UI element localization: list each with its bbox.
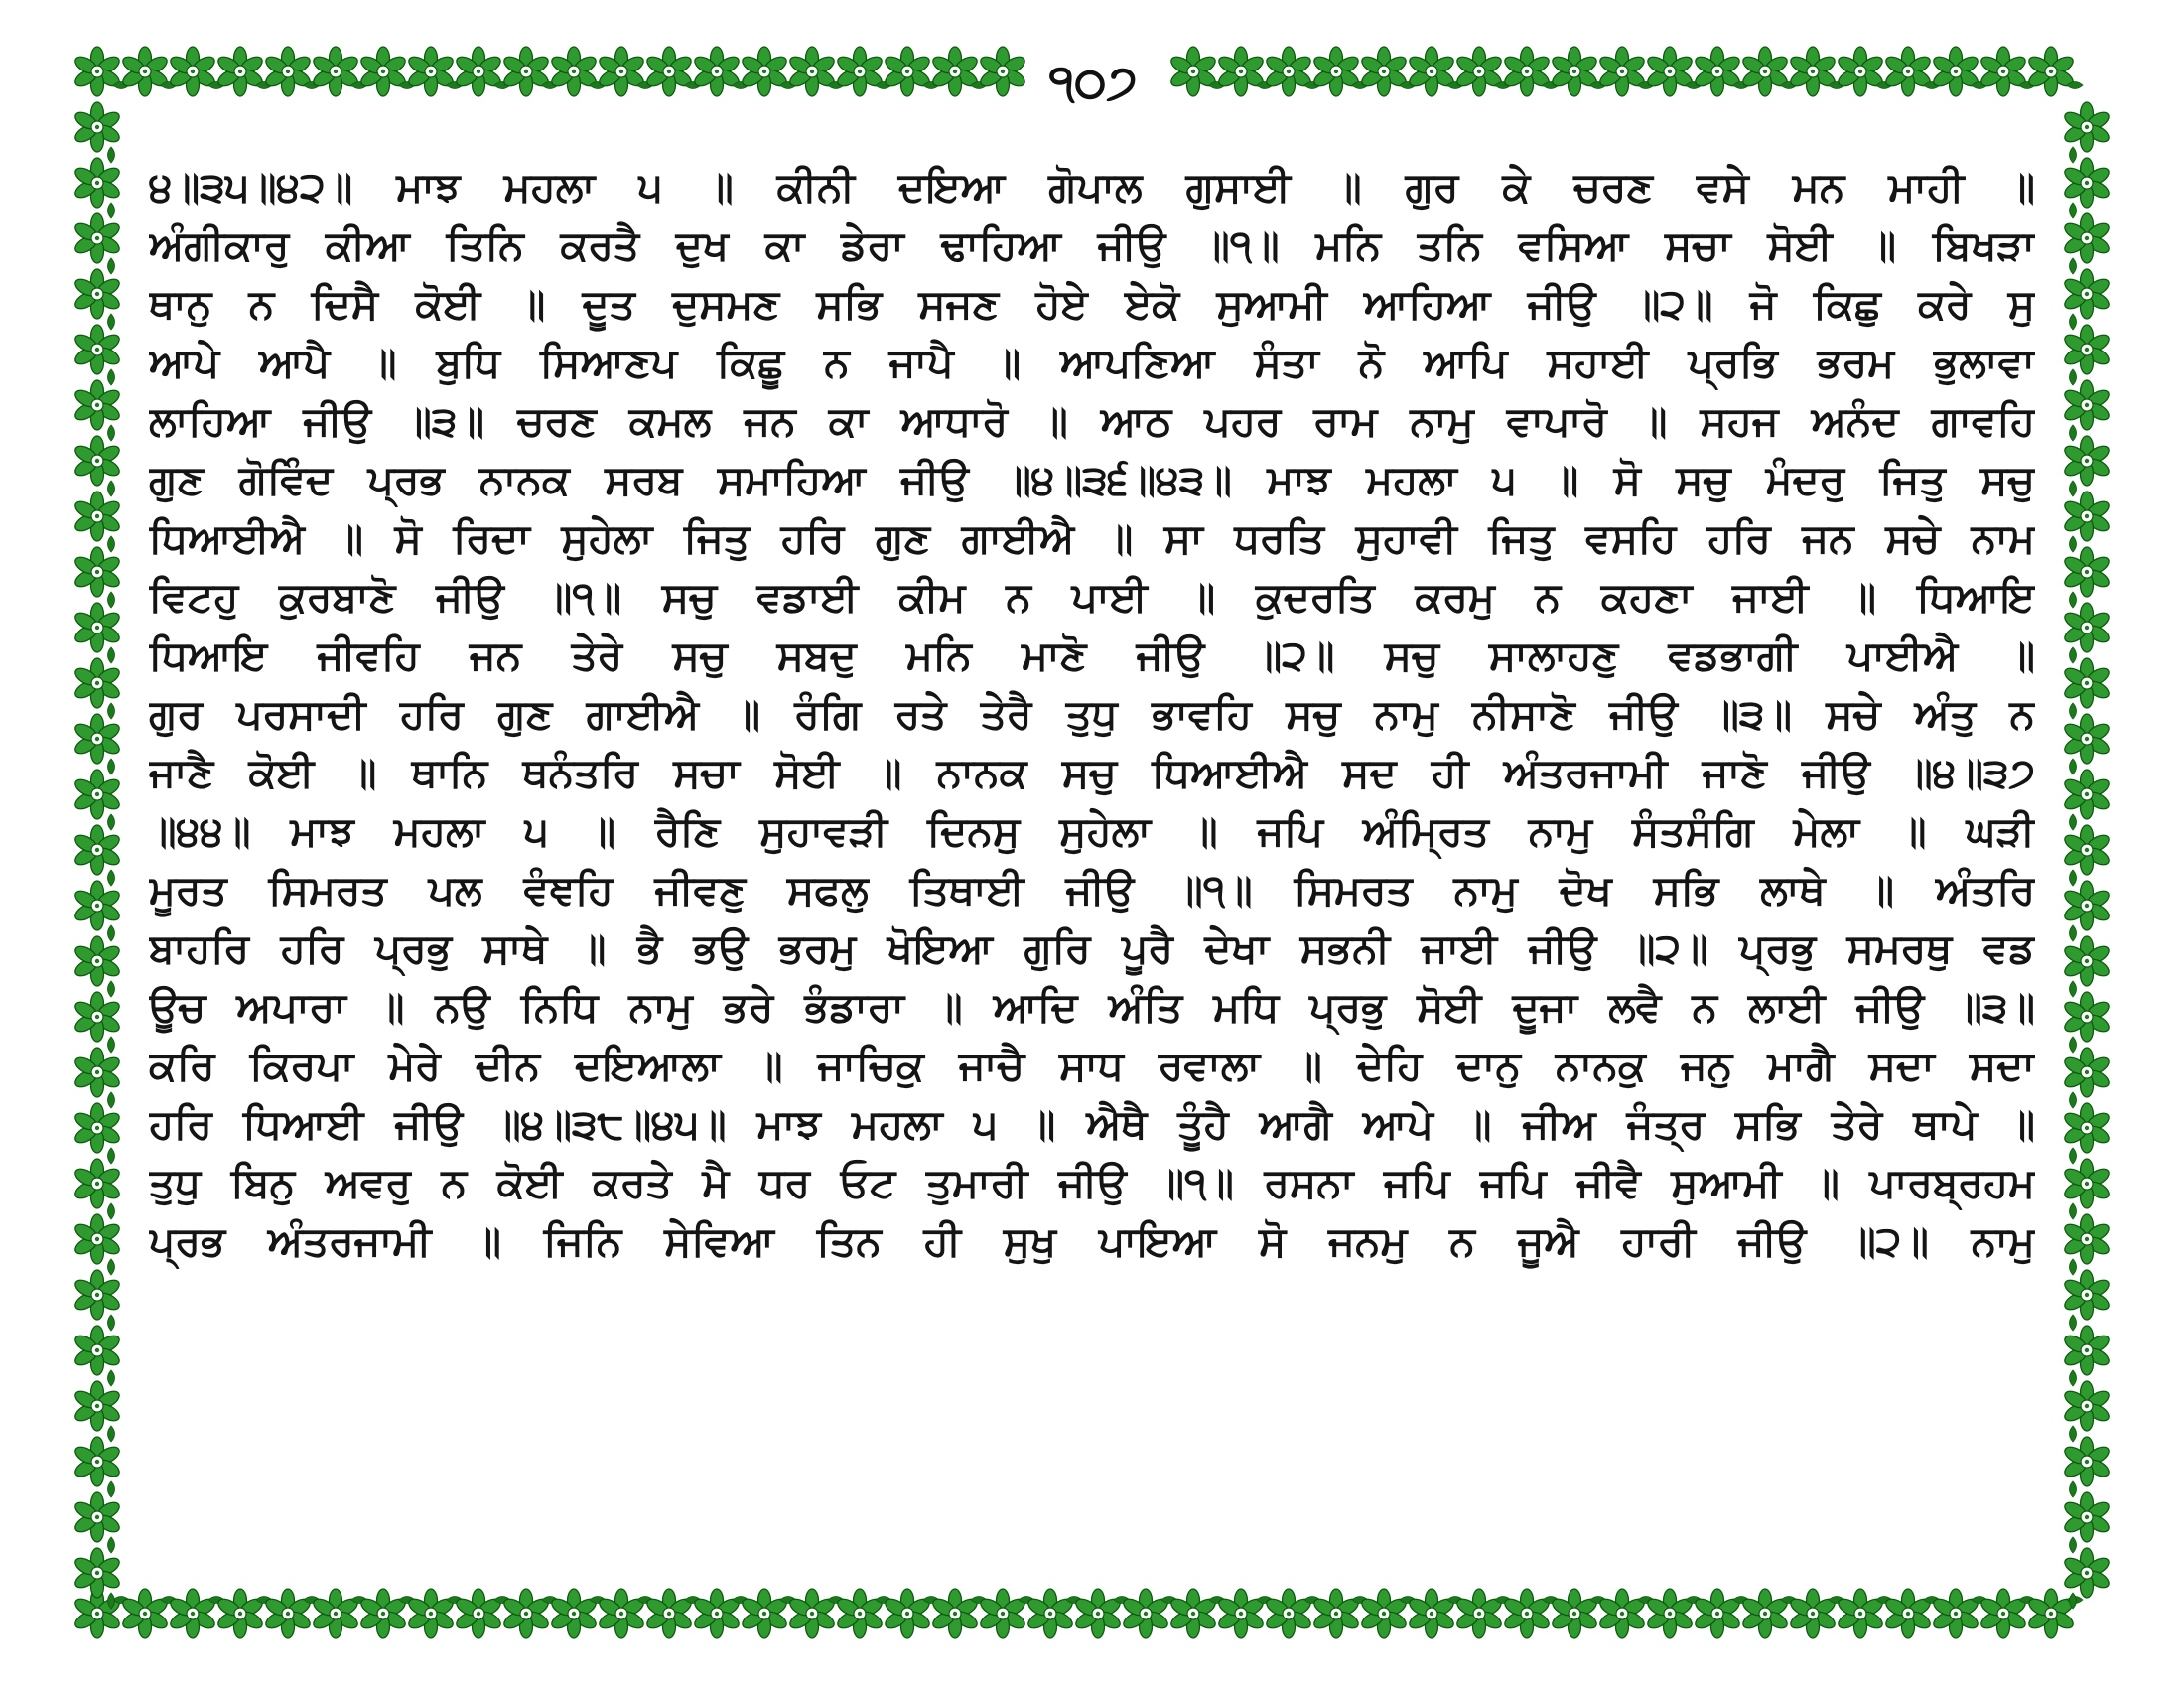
flower-ornament-icon bbox=[2062, 1326, 2112, 1375]
flower-ornament-icon bbox=[72, 1159, 122, 1208]
flower-ornament-icon bbox=[740, 47, 789, 96]
flower-ornament-icon bbox=[883, 47, 932, 96]
text-line: ਧਿਆਇ ਜੀਵਹਿ ਜਨ ਤੇਰੇ ਸਚੁ ਸਬਦੁ ਮਨਿ ਮਾਣੋ ਜੀਉ ॥੨॥ ਸਚੁ ਸਾਲਾਹਣੁ ਵਡਭਾਗੀ ਪਾਈਐ ॥ bbox=[149, 632, 2035, 679]
leaf-ornament-icon bbox=[108, 1315, 115, 1331]
scripture-text bbox=[149, 159, 2035, 1534]
leaf-ornament-icon bbox=[108, 203, 115, 218]
flower-ornament-icon bbox=[787, 47, 837, 96]
flower-ornament-icon bbox=[1597, 1589, 1647, 1638]
flower-ornament-icon bbox=[454, 47, 503, 96]
leaf-ornament-icon bbox=[108, 314, 115, 330]
leaf-ornament-icon bbox=[2070, 1370, 2077, 1386]
leaf-ornament-icon bbox=[108, 925, 115, 941]
flower-ornament-icon bbox=[978, 1589, 1027, 1638]
leaf-ornament-icon bbox=[108, 870, 115, 886]
leaf-ornament-icon bbox=[108, 258, 115, 274]
flower-ornament-icon bbox=[644, 1589, 694, 1638]
flower-ornament-icon bbox=[1550, 1589, 1599, 1638]
leaf-ornament-icon bbox=[2070, 703, 2077, 719]
text-line: ਆਪੇ ਆਪੈ ॥ ਬੁਧਿ ਸਿਆਣਪ ਕਿਛੂ ਨ ਜਾਪੈ ॥ ਆਪਣਿਆ ਸੰਤਾ ਨੋ ਆਪਿ ਸਹਾਈ ਪ੍ਰਭਿ ਭਰਮ ਭੁਲਾਵਾ bbox=[149, 339, 2035, 386]
text-line: ਧਿਆਈਐ ॥ ਸੋ ਰਿਦਾ ਸੁਹੇਲਾ ਜਿਤੁ ਹਰਿ ਗੁਣ ਗਾਈਐ ॥ ਸਾ ਧਰਤਿ ਸੁਹਾਵੀ ਜਿਤੁ ਵਸਹਿ ਹਰਿ ਜਨ ਸਚੇ ਨਾਮ bbox=[149, 514, 2035, 562]
flower-ornament-icon bbox=[72, 1270, 122, 1320]
flower-ornament-icon bbox=[2062, 714, 2112, 764]
flower-ornament-icon bbox=[692, 1589, 742, 1638]
flower-ornament-icon bbox=[72, 881, 122, 930]
flower-ornament-icon bbox=[72, 714, 122, 764]
flower-ornament-icon bbox=[215, 47, 265, 96]
flower-ornament-icon bbox=[692, 47, 742, 96]
flower-ornament-icon bbox=[1645, 1589, 1695, 1638]
flower-ornament-icon bbox=[2062, 1492, 2112, 1542]
leaf-ornament-icon bbox=[108, 981, 115, 997]
text-line: ਅੰਗੀਕਾਰੁ ਕੀਆ ਤਿਨਿ ਕਰਤੈ ਦੁਖ ਕਾ ਡੇਰਾ ਢਾਹਿਆ ਜੀਉ ॥੧॥ ਮਨਿ ਤਨਿ ਵਸਿਆ ਸਚਾ ਸੋਈ ॥ ਬਿਖੜਾ bbox=[149, 221, 2035, 269]
flower-ornament-icon bbox=[2062, 881, 2112, 930]
flower-ornament-icon bbox=[1836, 47, 1885, 96]
flower-ornament-icon bbox=[835, 47, 885, 96]
flower-ornament-icon bbox=[1359, 1589, 1409, 1638]
leaf-ornament-icon bbox=[2070, 814, 2077, 830]
leaf-ornament-icon bbox=[2070, 481, 2077, 496]
flower-ornament-icon bbox=[2026, 47, 2076, 96]
flower-ornament-icon bbox=[787, 1589, 837, 1638]
leaf-ornament-icon bbox=[2070, 1148, 2077, 1164]
flower-ornament-icon bbox=[1883, 47, 1933, 96]
flower-ornament-icon bbox=[1550, 47, 1599, 96]
flower-ornament-icon bbox=[72, 102, 122, 152]
flower-ornament-icon bbox=[1788, 1589, 1838, 1638]
flower-ornament-icon bbox=[72, 825, 122, 875]
text-line: ਜਾਣੈ ਕੋਈ ॥ ਥਾਨਿ ਥਨੰਤਰਿ ਸਚਾ ਸੋਈ ॥ ਨਾਨਕ ਸਚੁ ਧਿਆਈਐ ਸਦ ਹੀ ਅੰਤਰਜਾਮੀ ਜਾਣੋ ਜੀਉ ॥੪॥੩੭ bbox=[149, 749, 2035, 796]
flower-ornament-icon bbox=[1264, 1589, 1313, 1638]
flower-ornament-icon bbox=[2062, 380, 2112, 430]
flower-ornament-icon bbox=[1216, 47, 1266, 96]
flower-ornament-icon bbox=[120, 1589, 170, 1638]
flower-ornament-icon bbox=[72, 936, 122, 986]
flower-ornament-icon bbox=[215, 1589, 265, 1638]
flower-ornament-icon bbox=[1168, 1589, 1218, 1638]
flower-ornament-icon bbox=[1931, 1589, 1980, 1638]
flower-ornament-icon bbox=[72, 1214, 122, 1264]
flower-ornament-icon bbox=[72, 1103, 122, 1153]
flower-ornament-icon bbox=[1883, 1589, 1933, 1638]
flower-ornament-icon bbox=[1979, 1589, 2028, 1638]
leaf-ornament-icon bbox=[2070, 981, 2077, 997]
flower-ornament-icon bbox=[72, 269, 122, 319]
leaf-ornament-icon bbox=[2070, 647, 2077, 663]
flower-ornament-icon bbox=[72, 1048, 122, 1097]
flower-ornament-icon bbox=[2062, 1048, 2112, 1097]
flower-ornament-icon bbox=[406, 47, 456, 96]
leaf-ornament-icon bbox=[2070, 592, 2077, 608]
leaf-ornament-icon bbox=[108, 425, 115, 441]
flower-ornament-icon bbox=[740, 1589, 789, 1638]
flower-ornament-icon bbox=[1407, 1589, 1456, 1638]
leaf-ornament-icon bbox=[2070, 1537, 2077, 1553]
flower-ornament-icon bbox=[2062, 547, 2112, 597]
flower-ornament-icon bbox=[1740, 47, 1790, 96]
leaf-ornament-icon bbox=[2070, 1092, 2077, 1108]
flower-ornament-icon bbox=[72, 1381, 122, 1431]
flower-ornament-icon bbox=[2062, 102, 2112, 152]
flower-ornament-icon bbox=[2062, 1214, 2112, 1264]
leaf-ornament-icon bbox=[2070, 1481, 2077, 1497]
leaf-ornament-icon bbox=[2070, 425, 2077, 441]
flower-ornament-icon bbox=[2062, 492, 2112, 541]
flower-ornament-icon bbox=[120, 47, 170, 96]
flower-ornament-icon bbox=[549, 1589, 599, 1638]
flower-ornament-icon bbox=[501, 47, 551, 96]
flower-ornament-icon bbox=[72, 47, 122, 96]
flower-ornament-icon bbox=[2062, 325, 2112, 374]
flower-ornament-icon bbox=[978, 47, 1027, 96]
flower-ornament-icon bbox=[2062, 158, 2112, 208]
flower-ornament-icon bbox=[930, 1589, 980, 1638]
text-line: ਪ੍ਰਭ ਅੰਤਰਜਾਮੀ ॥ ਜਿਨਿ ਸੇਵਿਆ ਤਿਨ ਹੀ ਸੁਖੁ ਪਾਇਆ ਸੋ ਜਨਮੁ ਨ ਜੂਐ ਹਾਰੀ ਜੀਉ ॥੨॥ ਨਾਮੁ bbox=[149, 1217, 2035, 1265]
text-line: ਬਾਹਰਿ ਹਰਿ ਪ੍ਰਭੁ ਸਾਥੇ ॥ ਭੈ ਭਉ ਭਰਮੁ ਖੋਇਆ ਗੁਰਿ ਪੂਰੈ ਦੇਖਾ ਸਭਨੀ ਜਾਈ ਜੀਉ ॥੨॥ ਪ੍ਰਭੁ ਸਮਰਥੁ ਵਡ bbox=[149, 924, 2035, 972]
flower-ornament-icon bbox=[1311, 47, 1361, 96]
flower-ornament-icon bbox=[1788, 47, 1838, 96]
flower-ornament-icon bbox=[1502, 47, 1552, 96]
leaf-ornament-icon bbox=[108, 1481, 115, 1497]
flower-ornament-icon bbox=[72, 158, 122, 208]
flower-ornament-icon bbox=[311, 1589, 360, 1638]
flower-ornament-icon bbox=[1073, 1589, 1123, 1638]
flower-ornament-icon bbox=[835, 1589, 885, 1638]
text-line: ਲਾਹਿਆ ਜੀਉ ॥੩॥ ਚਰਣ ਕਮਲ ਜਨ ਕਾ ਆਧਾਰੋ ॥ ਆਠ ਪਹਰ ਰਾਮ ਨਾਮੁ ਵਾਪਾਰੋ ॥ ਸਹਜ ਅਨੰਦ ਗਾਵਹਿ bbox=[149, 397, 2035, 445]
leaf-ornament-icon bbox=[108, 1259, 115, 1275]
flower-ornament-icon bbox=[2062, 1437, 2112, 1486]
leaf-ornament-icon bbox=[2070, 203, 2077, 218]
flower-ornament-icon bbox=[311, 47, 360, 96]
flower-ornament-icon bbox=[930, 47, 980, 96]
text-line: ਕਰਿ ਕਿਰਪਾ ਮੇਰੇ ਦੀਨ ਦਇਆਲਾ ॥ ਜਾਚਿਕੁ ਜਾਚੈ ਸਾਧ ਰਵਾਲਾ ॥ ਦੇਹਿ ਦਾਨੁ ਨਾਨਕੁ ਜਨੁ ਮਾਗੈ ਸਦਾ ਸਦਾ bbox=[149, 1042, 2035, 1089]
flower-ornament-icon bbox=[1454, 1589, 1504, 1638]
flower-ornament-icon bbox=[597, 47, 646, 96]
flower-ornament-icon bbox=[1502, 1589, 1552, 1638]
leaf-ornament-icon bbox=[2070, 369, 2077, 385]
flower-ornament-icon bbox=[1740, 1589, 1790, 1638]
flower-ornament-icon bbox=[2062, 436, 2112, 486]
flower-ornament-icon bbox=[454, 1589, 503, 1638]
flower-ornament-icon bbox=[72, 1326, 122, 1375]
flower-ornament-icon bbox=[72, 992, 122, 1042]
flower-ornament-icon bbox=[501, 1589, 551, 1638]
flower-ornament-icon bbox=[883, 1589, 932, 1638]
leaf-ornament-icon bbox=[2070, 1037, 2077, 1053]
text-line: ਗੁਰ ਪਰਸਾਦੀ ਹਰਿ ਗੁਣ ਗਾਈਐ ॥ ਰੰਗਿ ਰਤੇ ਤੇਰੈ ਤੁਧੁ ਭਾਵਹਿ ਸਚੁ ਨਾਮੁ ਨੀਸਾਣੋ ਜੀਉ ॥੩॥ ਸਚੇ ਅੰਤੁ ਨ bbox=[149, 690, 2035, 738]
flower-ornament-icon bbox=[72, 770, 122, 819]
text-line: ਮੂਰਤ ਸਿਮਰਤ ਪਲ ਵੰਞਹਿ ਜੀਵਣੁ ਸਫਲੁ ਤਿਥਾਈ ਜੀਉ ॥੧॥ ਸਿਮਰਤ ਨਾਮੁ ਦੋਖ ਸਭਿ ਲਾਥੇ ॥ ਅੰਤਰਿ bbox=[149, 866, 2035, 914]
flower-ornament-icon bbox=[1359, 47, 1409, 96]
flower-ornament-icon bbox=[2062, 269, 2112, 319]
flower-ornament-icon bbox=[644, 47, 694, 96]
flower-ornament-icon bbox=[2062, 825, 2112, 875]
flower-ornament-icon bbox=[2062, 1548, 2112, 1598]
flower-ornament-icon bbox=[168, 1589, 217, 1638]
leaf-ornament-icon bbox=[108, 481, 115, 496]
text-line: ॥੪੪॥ ਮਾਝ ਮਹਲਾ ੫ ॥ ਰੈਣਿ ਸੁਹਾਵੜੀ ਦਿਨਸੁ ਸੁਹੇਲਾ ॥ ਜਪਿ ਅੰਮ੍ਰਿਤ ਨਾਮੁ ਸੰਤਸੰਗਿ ਮੇਲਾ ॥ ਘੜੀ bbox=[149, 807, 2035, 855]
flower-ornament-icon bbox=[2062, 1159, 2112, 1208]
flower-ornament-icon bbox=[1121, 1589, 1170, 1638]
leaf-ornament-icon bbox=[108, 814, 115, 830]
leaf-ornament-icon bbox=[2070, 314, 2077, 330]
flower-ornament-icon bbox=[1407, 47, 1456, 96]
flower-ornament-icon bbox=[168, 47, 217, 96]
flower-ornament-icon bbox=[2062, 936, 2112, 986]
flower-ornament-icon bbox=[263, 47, 313, 96]
flower-ornament-icon bbox=[2062, 603, 2112, 652]
flower-ornament-icon bbox=[72, 380, 122, 430]
flower-ornament-icon bbox=[2062, 1270, 2112, 1320]
leaf-ornament-icon bbox=[2070, 925, 2077, 941]
leaf-ornament-icon bbox=[108, 1092, 115, 1108]
leaf-ornament-icon bbox=[2070, 1426, 2077, 1442]
flower-ornament-icon bbox=[2062, 1103, 2112, 1153]
leaf-ornament-icon bbox=[108, 1037, 115, 1053]
flower-ornament-icon bbox=[1168, 47, 1218, 96]
page-number: ੧੦੭ bbox=[1028, 48, 1158, 117]
flower-ornament-icon bbox=[1931, 47, 1980, 96]
flower-ornament-icon bbox=[2062, 213, 2112, 263]
text-line: ਗੁਣ ਗੋਵਿੰਦ ਪ੍ਰਭ ਨਾਨਕ ਸਰਬ ਸਮਾਹਿਆ ਜੀਉ ॥੪॥੩੬॥੪੩॥ ਮਾਝ ਮਹਲਾ ੫ ॥ ਸੋ ਸਚੁ ਮੰਦਰੁ ਜਿਤੁ ਸਚੁ bbox=[149, 456, 2035, 503]
flower-ornament-icon bbox=[263, 1589, 313, 1638]
text-line: ਤੁਧੁ ਬਿਨੁ ਅਵਰੁ ਨ ਕੋਈ ਕਰਤੇ ਮੈ ਧਰ ਓਟ ਤੁਮਾਰੀ ਜੀਉ ॥੧॥ ਰਸਨਾ ਜਪਿ ਜਪਿ ਜੀਵੈ ਸੁਆਮੀ ॥ ਪਾਰਬ੍ਰਹਮ bbox=[149, 1159, 2035, 1206]
flower-ornament-icon bbox=[72, 436, 122, 486]
flower-ornament-icon bbox=[72, 547, 122, 597]
flower-ornament-icon bbox=[358, 47, 408, 96]
leaf-ornament-icon bbox=[108, 369, 115, 385]
flower-ornament-icon bbox=[2062, 1381, 2112, 1431]
flower-ornament-icon bbox=[1597, 47, 1647, 96]
text-line: ਥਾਨੁ ਨ ਦਿਸੈ ਕੋਈ ॥ ਦੂਤ ਦੁਸਮਣ ਸਭਿ ਸਜਣ ਹੋਏ ਏਕੋ ਸੁਆਮੀ ਆਹਿਆ ਜੀਉ ॥੨॥ ਜੋ ਕਿਛੁ ਕਰੇ ਸੁ bbox=[149, 280, 2035, 328]
leaf-ornament-icon bbox=[2070, 258, 2077, 274]
leaf-ornament-icon bbox=[2070, 1259, 2077, 1275]
flower-ornament-icon bbox=[1216, 1589, 1266, 1638]
text-line: ਹਰਿ ਧਿਆਈ ਜੀਉ ॥੪॥੩੮॥੪੫॥ ਮਾਝ ਮਹਲਾ ੫ ॥ ਐਥੈ ਤੂੰਹੈ ਆਗੈ ਆਪੇ ॥ ਜੀਅ ਜੰਤ੍ਰ ਸਭਿ ਤੇਰੇ ਥਾਪੇ ॥ bbox=[149, 1100, 2035, 1148]
leaf-ornament-icon bbox=[108, 703, 115, 719]
flower-ornament-icon bbox=[2026, 1589, 2076, 1638]
flower-ornament-icon bbox=[72, 1492, 122, 1542]
flower-ornament-icon bbox=[1025, 1589, 1075, 1638]
leaf-ornament-icon bbox=[2070, 759, 2077, 774]
flower-ornament-icon bbox=[1645, 47, 1695, 96]
leaf-ornament-icon bbox=[108, 1537, 115, 1553]
flower-ornament-icon bbox=[406, 1589, 456, 1638]
flower-ornament-icon bbox=[2062, 658, 2112, 708]
flower-ornament-icon bbox=[1693, 1589, 1742, 1638]
leaf-ornament-icon bbox=[108, 592, 115, 608]
flower-ornament-icon bbox=[2062, 992, 2112, 1042]
flower-ornament-icon bbox=[72, 1548, 122, 1598]
flower-ornament-icon bbox=[72, 492, 122, 541]
leaf-ornament-icon bbox=[2070, 870, 2077, 886]
flower-ornament-icon bbox=[549, 47, 599, 96]
flower-ornament-icon bbox=[72, 603, 122, 652]
flower-ornament-icon bbox=[1454, 47, 1504, 96]
flower-ornament-icon bbox=[1264, 47, 1313, 96]
leaf-ornament-icon bbox=[108, 647, 115, 663]
flower-ornament-icon bbox=[1311, 1589, 1361, 1638]
leaf-ornament-icon bbox=[2070, 147, 2077, 163]
leaf-ornament-icon bbox=[108, 759, 115, 774]
text-line: ੪॥੩੫॥੪੨॥ ਮਾਝ ਮਹਲਾ ੫ ॥ ਕੀਨੀ ਦਇਆ ਗੋਪਾਲ ਗੁਸਾਈ ॥ ਗੁਰ ਕੇ ਚਰਣ ਵਸੇ ਮਨ ਮਾਹੀ ॥ bbox=[149, 163, 2035, 211]
leaf-ornament-icon bbox=[108, 1426, 115, 1442]
leaf-ornament-icon bbox=[2070, 1203, 2077, 1219]
flower-ornament-icon bbox=[358, 1589, 408, 1638]
flower-ornament-icon bbox=[72, 325, 122, 374]
flower-ornament-icon bbox=[1979, 47, 2028, 96]
leaf-ornament-icon bbox=[108, 1370, 115, 1386]
leaf-ornament-icon bbox=[108, 1148, 115, 1164]
leaf-ornament-icon bbox=[108, 1203, 115, 1219]
flower-ornament-icon bbox=[1693, 47, 1742, 96]
leaf-ornament-icon bbox=[2070, 1315, 2077, 1331]
flower-ornament-icon bbox=[2062, 770, 2112, 819]
leaf-ornament-icon bbox=[108, 536, 115, 552]
flower-ornament-icon bbox=[72, 213, 122, 263]
text-line: ਵਿਟਹੁ ਕੁਰਬਾਣੋ ਜੀਉ ॥੧॥ ਸਚੁ ਵਡਾਈ ਕੀਮ ਨ ਪਾਈ ॥ ਕੁਦਰਤਿ ਕਰਮੁ ਨ ਕਹਣਾ ਜਾਈ ॥ ਧਿਆਇ bbox=[149, 573, 2035, 621]
flower-ornament-icon bbox=[72, 1437, 122, 1486]
text-line: ਊਚ ਅਪਾਰਾ ॥ ਨਉ ਨਿਧਿ ਨਾਮੁ ਭਰੇ ਭੰਡਾਰਾ ॥ ਆਦਿ ਅੰਤਿ ਮਧਿ ਪ੍ਰਭੁ ਸੋਈ ਦੂਜਾ ਲਵੈ ਨ ਲਾਈ ਜੀਉ ॥੩॥ bbox=[149, 983, 2035, 1031]
flower-ornament-icon bbox=[72, 658, 122, 708]
flower-ornament-icon bbox=[597, 1589, 646, 1638]
leaf-ornament-icon bbox=[2070, 536, 2077, 552]
leaf-ornament-icon bbox=[108, 147, 115, 163]
flower-ornament-icon bbox=[1836, 1589, 1885, 1638]
